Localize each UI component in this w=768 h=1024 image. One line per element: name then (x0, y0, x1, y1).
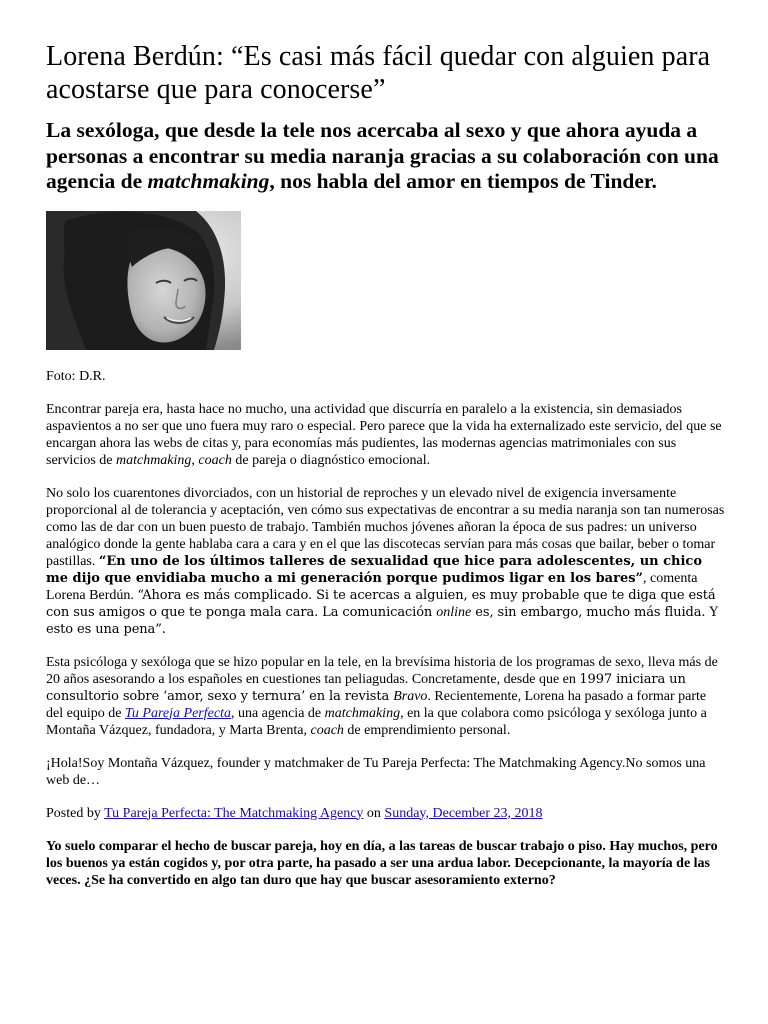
photo-caption: Foto: D.R. (46, 368, 106, 384)
p1-text-b: , (191, 452, 199, 468)
posted-by-label: Posted by (46, 805, 105, 821)
closing-paragraph: Yo suelo comparar el hecho de buscar pareja, hoy en día, a las tareas de buscar trabajo o piso. Hay muchos, pero los buenos ya están cogidos y, por otra parte, ha pasado a ser una ardua labor. Decepcionante, la mayoría de las veces. ¿Se ha convertido en algo tan duro que hay que buscar asesoramiento externo? (46, 838, 718, 888)
post-date-link[interactable]: Sunday, December 23, 2018 (384, 805, 543, 821)
p3-emphasis-coach: coach (310, 722, 344, 738)
posted-on-label: on (363, 805, 385, 821)
paragraph-2 (46, 485, 726, 638)
p2-emphasis-online: online (436, 604, 472, 620)
portrait-photo (46, 211, 241, 350)
p3-text-e: de emprendimiento personal. (343, 722, 511, 738)
p1-emphasis-matchmaking: matchmaking (115, 452, 192, 468)
p2-bold-quote: “En uno de los últimos talleres de sexualidad que hice para adolescentes, un chico me dijo que envidiaba mucho a mi generación porque pudimos ligar en los bares” (46, 553, 703, 586)
paragraph-4: ¡Hola!Soy Montaña Vázquez, founder y matchmaker de Tu Pareja Perfecta: The Matchmaking Agency.No somos una web de… (46, 755, 706, 788)
p3-text-a: Esta psicóloga y sexóloga que se hizo popular en la tele, en la brevísima historia de los programas de sexo, lleva más de 20 años asesorando a los españoles en cuestiones tan peliagudas. Concretamente, desde que en (46, 654, 718, 687)
p3-emphasis-bravo: Bravo (393, 688, 428, 704)
subtitle-text-end: , nos habla del amor en tiempos de Tinder. (269, 169, 657, 193)
p2-text-a: No solo los cuarentones divorciados, con un historial de reproches y un elevado nivel de exigencia inversamente proporcional al de tolerancia y aceptación, ven cómo sus expectativas de encontrar a su media naranja son tan numerosas como las de dar con un buen puesto de trabajo. También muchos jóvenes añoran la época de sus padres: un universo analógico donde la gente hablaba cara a cara y en el que las discotecas servían para más cosas que bailar, beber o tomar pastillas. (46, 485, 725, 569)
article-title: Lorena Berdún: “Es casi más fácil quedar con alguien para acostarse que para conocerse” (46, 41, 711, 105)
tu-pareja-perfecta-link-text: Tu Pareja Perfecta (124, 705, 231, 721)
article (46, 40, 726, 889)
author-link[interactable]: Tu Pareja Perfecta: The Matchmaking Agency (104, 805, 364, 821)
p1-emphasis-coach: coach (198, 452, 232, 468)
article-subtitle (46, 118, 726, 195)
p2-text-c: es, sin embargo, mucho más fluida. Y esto es una pena”. (46, 604, 718, 637)
p1-text-a: Encontrar pareja era, hasta hace no mucho, una actividad que discurría en paralelo a la existencia, sin demasiados aspavientos a no ser que uno fuera muy raro o especial. Pero parece que la vida ha externalizado este servicio, del que se encargan ahora las webs de citas y, para economías más pudientes, las modernas agencias matrimoniales con sus servicios de (46, 401, 722, 468)
p3-emphasis-matchmaking: matchmaking (324, 705, 401, 721)
p3-text-c: , una agencia de (230, 705, 325, 721)
p2-text-b: , comenta Lorena Berdún. (46, 570, 698, 603)
p3-text-d: , en la que colabora como psicóloga y sexóloga junto a Montaña Vázquez, fundadora, y Marta Brenta, (46, 705, 707, 738)
paragraph-3 (46, 654, 726, 739)
p3-text-b: . Recientemente, Lorena ha pasado a formar parte del equipo de (46, 688, 707, 721)
tu-pareja-perfecta-link[interactable] (125, 706, 231, 721)
subtitle-emphasis: matchmaking (147, 169, 270, 193)
p2-quote: “Ahora es más complicado. Si te acercas a alguien, es muy probable que te diga que está con sus amigos o que te ponga mala cara. La comunicación (46, 587, 716, 620)
posted-by-line (46, 805, 726, 822)
subtitle-text: La sexóloga, que desde la tele nos acercaba al sexo y que ahora ayuda a personas a encontrar su media naranja gracias a su colaboración con una agencia de (46, 118, 719, 193)
p3-text-mono: 1997 iniciara un consultorio sobre ‘amor, sexo y ternura’ en la revista (46, 671, 686, 704)
p1-text-c: de pareja o diagnóstico emocional. (231, 452, 431, 468)
paragraph-1 (46, 401, 726, 469)
